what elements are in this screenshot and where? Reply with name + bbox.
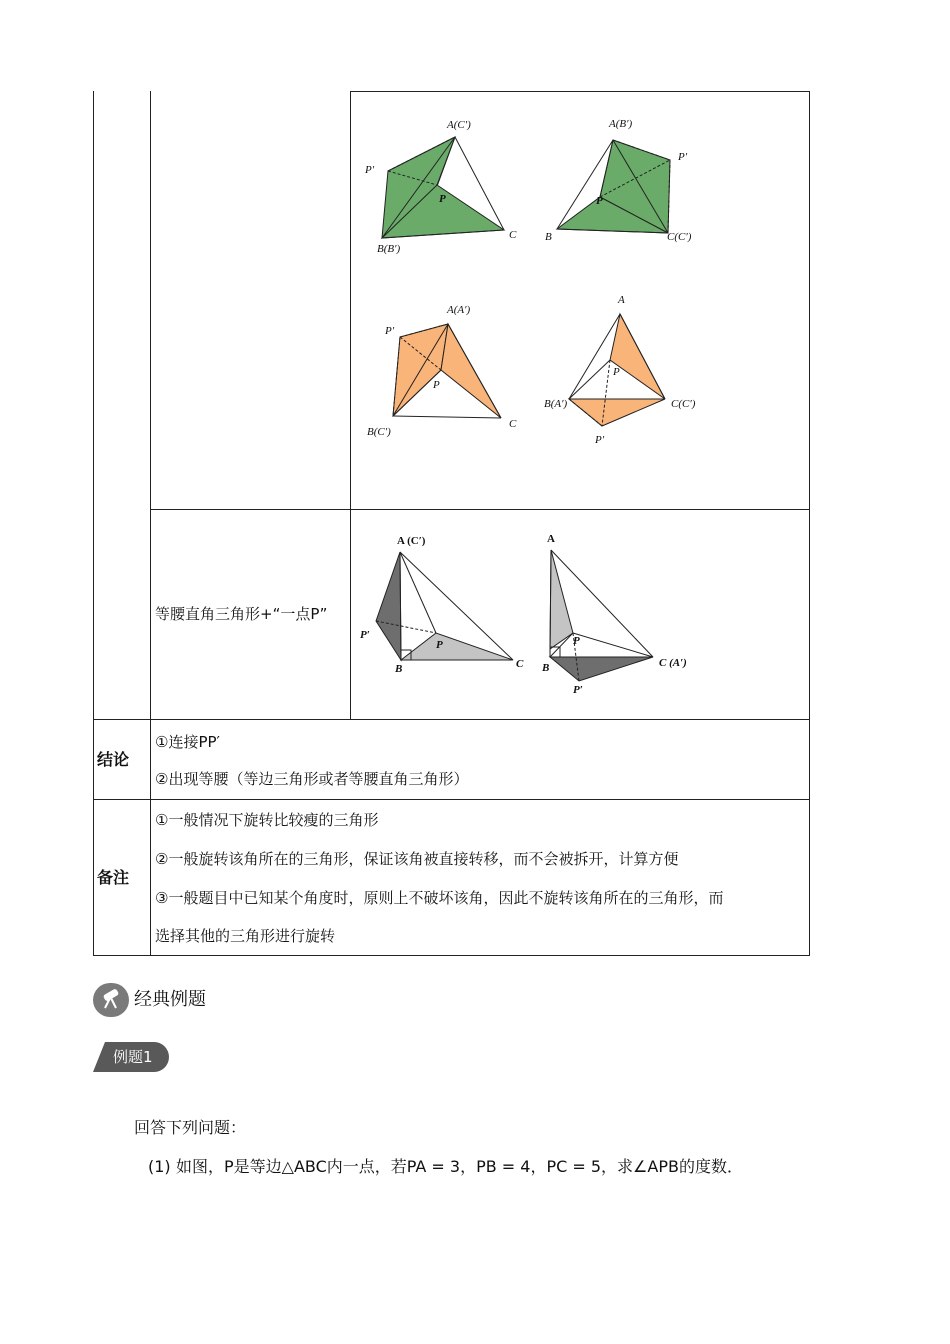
fig4-label-c: C(C′) xyxy=(671,398,696,410)
fig6-label-p1: P′ xyxy=(573,684,583,696)
fig1-label-c: C xyxy=(509,229,517,241)
notes-line-4: 选择其他的三角形进行旋转 xyxy=(155,927,336,945)
row2-label: 等腰直角三角形+“一点P” xyxy=(155,605,328,623)
fig3-label-b: B(C′) xyxy=(367,426,391,438)
fig2-label-b: B xyxy=(545,231,552,243)
fig1-label-a: A(C′) xyxy=(447,119,471,131)
fig2-label-p1: P′ xyxy=(678,151,688,163)
figure-1 xyxy=(364,119,517,255)
fig2-label-p: P xyxy=(596,195,603,207)
question-part1-prefix: (1) xyxy=(148,1157,171,1176)
conclusion-header: 结论 xyxy=(97,750,130,769)
conclusion-line-2: ②出现等腰（等边三角形或者等腰直角三角形） xyxy=(155,770,469,788)
telescope-icon xyxy=(93,983,129,1017)
rotation-figures-isosceles xyxy=(351,510,809,719)
fig1-label-p: P xyxy=(439,193,446,205)
table-border xyxy=(93,91,94,956)
example-badge: 例题1 xyxy=(93,1042,169,1072)
question-intro: 回答下列问题： xyxy=(134,1118,247,1137)
section-title: 经典例题 xyxy=(134,989,206,1010)
fig6-label-p: P xyxy=(573,635,580,647)
fig5-label-p1: P′ xyxy=(360,629,370,641)
fig2-label-a: A(B′) xyxy=(609,118,633,130)
fig3-label-p: P xyxy=(433,379,440,391)
notes-line-2: ②一般旋转该角所在的三角形，保证该角被直接转移，而不会被拆开，计算方便 xyxy=(155,850,679,868)
notes-line-1: ①一般情况下旋转比较瘦的三角形 xyxy=(155,811,379,829)
fig5-label-b: B xyxy=(395,663,403,675)
fig3-label-c: C xyxy=(509,418,517,430)
fig5-label-c: C xyxy=(516,658,524,670)
table-border xyxy=(150,91,151,956)
table-border xyxy=(93,955,810,956)
table-border xyxy=(809,91,810,956)
fig6-label-a: A xyxy=(547,533,555,545)
fig5-label-a: A (C′) xyxy=(397,535,426,547)
figure-2 xyxy=(545,118,692,243)
fig4-label-p1: P′ xyxy=(595,434,605,446)
rotation-figures-equilateral xyxy=(351,92,809,509)
notes-line-3: ③一般题目中已知某个角度时，原则上不破坏该角，因此不旋转该角所在的三角形，而 xyxy=(155,889,724,907)
question-part1-text: 如图，P是等边△ABC内一点，若PA = 3，PB = 4，PC = 5，求∠APB的度数． xyxy=(176,1157,743,1176)
notes-header: 备注 xyxy=(97,868,130,887)
figure-4 xyxy=(544,294,696,446)
conclusion-line-1: ①连接PP′ xyxy=(155,733,220,751)
fig5-label-p: P xyxy=(436,639,443,651)
figure-3 xyxy=(367,304,517,438)
fig4-label-a: A xyxy=(618,294,625,306)
fig3-label-a: A(A′) xyxy=(447,304,471,316)
fig6-label-b: B xyxy=(542,662,550,674)
fig1-label-p1: P′ xyxy=(365,164,375,176)
fig1-label-b: B(B′) xyxy=(377,243,401,255)
fig6-label-c: C (A′) xyxy=(659,657,687,669)
fig2-label-c: C(C′) xyxy=(667,231,692,243)
table-border xyxy=(93,719,810,720)
figure-5 xyxy=(360,535,524,675)
figure-6 xyxy=(541,533,687,696)
fig3-label-p1: P′ xyxy=(385,325,395,337)
table-border xyxy=(93,799,810,800)
fig4-label-b: B(A′) xyxy=(544,398,568,410)
fig4-label-p: P xyxy=(613,366,620,378)
